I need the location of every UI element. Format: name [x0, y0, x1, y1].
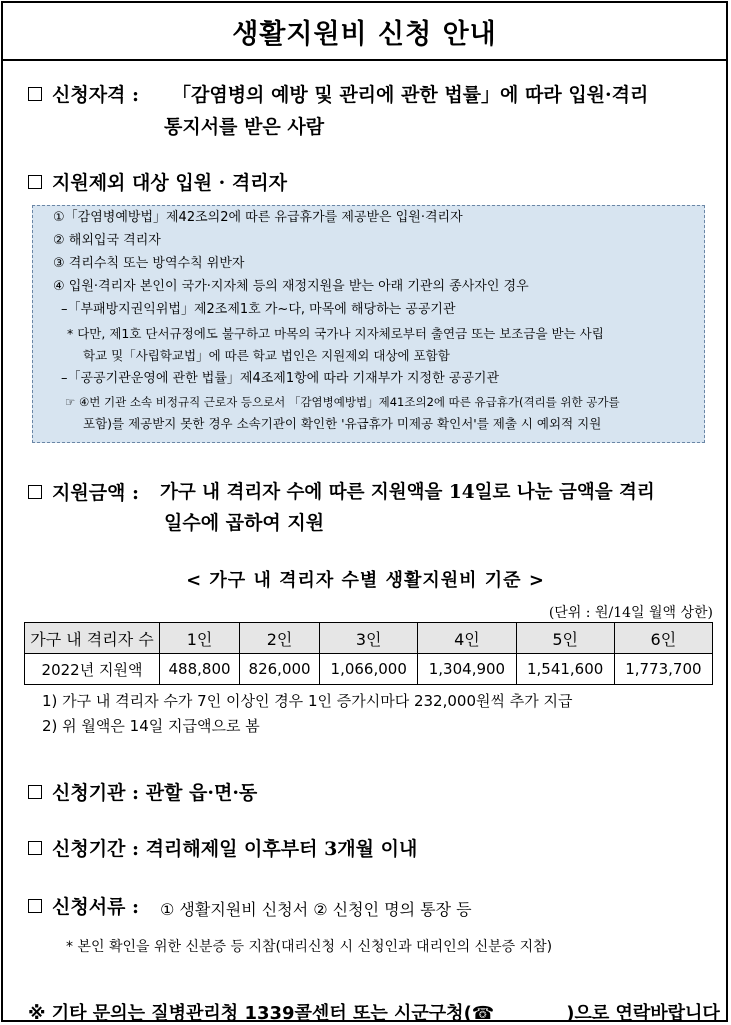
- table-note: 1) 가구 내 격리자 수가 7인 이상인 경우 1인 증가시마다 232,000원씩 추가 지급: [42, 692, 573, 710]
- amount-text-1: 가구 내 격리자 수에 따른 지원액을 14일로 나눈 금액을 격리: [160, 482, 655, 503]
- table-header-cell: 2인: [240, 623, 320, 654]
- table-cell: 826,000: [240, 654, 320, 685]
- exclusion-list-panel: [32, 205, 705, 443]
- documents-text: ① 생활지원비 신청서 ② 신청인 명의 통장 등: [160, 900, 472, 919]
- checkbox-square-icon: [28, 485, 42, 499]
- table-header-cell: 5인: [516, 623, 614, 654]
- table-header-cell: 가구 내 격리자 수: [25, 623, 160, 654]
- exclusion-item: ④ 입원·격리자 본인이 국가·지자체 등의 재정지원을 받는 아래 기관의 종사자인 경우: [53, 279, 529, 294]
- table-cell: 1,304,900: [418, 654, 516, 685]
- table-header-cell: 1인: [160, 623, 240, 654]
- documents-section: [28, 892, 139, 922]
- table-unit: (단위 : 원/14일 월액 상한): [548, 605, 713, 621]
- checkbox-square-icon: [28, 785, 42, 799]
- table-cell: 1,541,600: [516, 654, 614, 685]
- table-cell: 2022년 지원액: [25, 654, 160, 685]
- support-amount-table: [24, 622, 713, 685]
- exclusion-section: [28, 168, 287, 198]
- table-row: [25, 654, 713, 685]
- exclusion-exception: ☞ ④번 기관 소속 비정규직 근로자 등으로서 「감염병예방법」제41조의2에 따른 유급휴가(격리를 위한 공가를: [65, 395, 620, 409]
- eligibility-label: 신청자격 :: [52, 84, 140, 106]
- table-header-cell: 6인: [614, 623, 712, 654]
- eligibility-text-2: 통지서를 받은 사람: [164, 116, 325, 138]
- title-bar: [3, 3, 726, 61]
- table-title: < 가구 내 격리자 수별 생활지원비 기준 >: [186, 570, 545, 591]
- table-header-row: [25, 623, 713, 654]
- notice-frame: [1, 1, 728, 1022]
- documents-note: * 본인 확인을 위한 신분증 등 지참(대리신청 시 신청인과 대리인의 신분증 지참): [66, 939, 553, 955]
- checkbox-square-icon: [28, 899, 42, 913]
- period-section: [28, 834, 417, 864]
- period-text: 격리해제일 이후부터 3개월 이내: [145, 838, 418, 860]
- exclusion-footnote: * 다만, 제1호 단서규정에도 불구하고 마목의 국가나 지자체로부터 출연금 또는 보조금을 받는 사립: [67, 326, 604, 341]
- exclusion-label: 지원제외 대상 입원 · 격리자: [52, 172, 287, 194]
- exclusion-subitem: –「공공기관운영에 관한 법률」제4조제1항에 따라 기재부가 지정한 공공기관: [61, 371, 500, 386]
- eligibility-section: [28, 80, 139, 110]
- footer-contact: [28, 999, 720, 1025]
- amount-text-2: 일수에 곱하여 지원: [164, 512, 325, 534]
- checkbox-square-icon: [28, 87, 42, 101]
- footer-text-before: ※ 기타 문의는 질병관리청 1339콜센터 또는 시군구청(☎: [28, 1003, 495, 1024]
- table-cell: 488,800: [160, 654, 240, 685]
- eligibility-text-1: 「감염병의 예방 및 관리에 관한 법률」에 따라 입원·격리: [172, 84, 649, 106]
- exclusion-footnote-cont: 학교 및「사립학교법」에 따른 학교 법인은 지원제외 대상에 포함함: [83, 348, 450, 363]
- exclusion-subitem: –「부패방지권익위법」제2조제1호 가~다, 마목에 해당하는 공공기관: [61, 302, 456, 317]
- table-cell: 1,066,000: [320, 654, 418, 685]
- exclusion-item: ② 해외입국 격리자: [53, 233, 161, 248]
- documents-label: 신청서류 :: [52, 896, 140, 918]
- agency-section: [28, 778, 257, 808]
- exclusion-item: ③ 격리수칙 또는 방역수칙 위반자: [53, 256, 245, 271]
- period-label: 신청기간 :: [52, 838, 140, 860]
- table-header-cell: 3인: [320, 623, 418, 654]
- table-note: 2) 위 월액은 14일 지급액으로 봄: [42, 717, 260, 735]
- exclusion-exception-cont: 포함)를 제공받지 못한 경우 소속기관이 확인한 '유급휴가 미제공 확인서'를 제출 시 예외적 지원: [83, 416, 602, 431]
- agency-label: 신청기관 :: [52, 782, 140, 804]
- amount-section: [28, 478, 139, 508]
- checkbox-square-icon: [28, 175, 42, 189]
- table-header-cell: 4인: [418, 623, 516, 654]
- checkbox-square-icon: [28, 841, 42, 855]
- table-cell: 1,773,700: [614, 654, 712, 685]
- page-title: 생활지원비 신청 안내: [232, 18, 497, 50]
- agency-text: 관할 읍·면·동: [145, 782, 258, 804]
- amount-label: 지원금액 :: [52, 482, 140, 504]
- footer-text-after: )으로 연락바랍니다: [566, 1003, 720, 1024]
- exclusion-item: ①「감염병예방법」제42조의2에 따른 유급휴가를 제공받은 입원·격리자: [53, 210, 463, 225]
